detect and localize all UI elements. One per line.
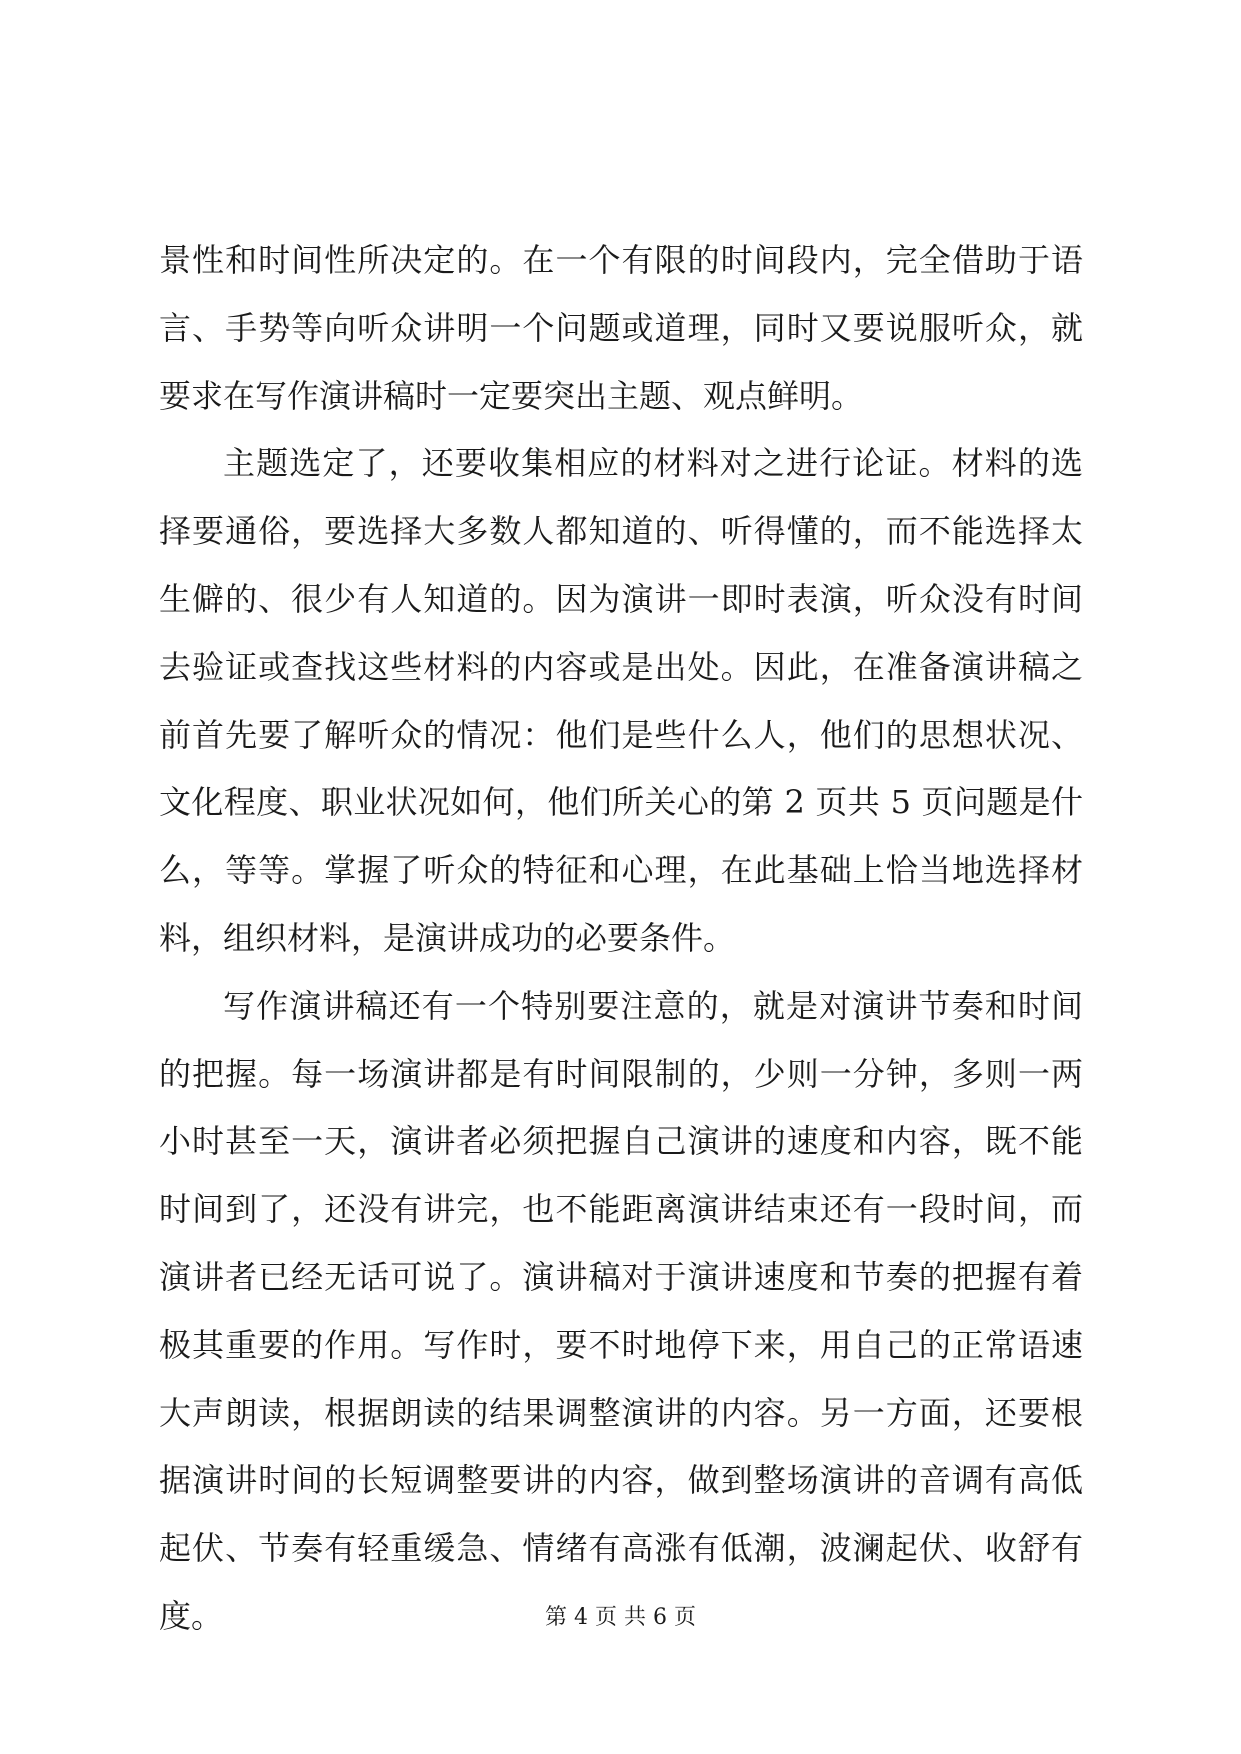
text-line: 么，等等。掌握了听众的特征和心理，在此基础上恰当地选择材 <box>159 851 1083 890</box>
text-line: 写作演讲稿还有一个特别要注意的，就是对演讲节奏和时间 <box>223 986 1083 1025</box>
text-line: 大声朗读，根据朗读的结果调整演讲的内容。另一方面，还要根 <box>159 1393 1083 1432</box>
text-line: 景性和时间性所决定的。在一个有限的时间段内，完全借助于语 <box>159 241 1083 279</box>
text-line: 小时甚至一天，演讲者必须把握自己演讲的速度和内容，既不能 <box>159 1122 1083 1161</box>
text-line: 时间到了，还没有讲完，也不能距离演讲结束还有一段时间，而 <box>159 1190 1083 1229</box>
text-line: 起伏、节奏有轻重缓急、情绪有高涨有低潮，波澜起伏、收舒有 <box>159 1529 1083 1568</box>
text-line: 言、手势等向听众讲明一个问题或道理，同时又要说服听众，就 <box>159 308 1083 347</box>
text-line: 料，组织材料，是演讲成功的必要条件。 <box>159 918 736 957</box>
text-line: 生僻的、很少有人知道的。因为演讲一即时表演，听众没有时间 <box>159 579 1083 618</box>
text-line: 择要通俗，要选择大多数人都知道的、听得懂的，而不能选择太 <box>159 512 1083 551</box>
text-line: 前首先要了解听众的情况：他们是些什么人，他们的思想状况、 <box>159 715 1083 754</box>
text-line: 演讲者已经无话可说了。演讲稿对于演讲速度和节奏的把握有着 <box>159 1257 1083 1296</box>
text-line: 文化程度、职业状况如何，他们所关心的第 2 页共 5 页问题是什 <box>159 783 1083 822</box>
text-line: 极其重要的作用。写作时，要不时地停下来，用自己的正常语速 <box>159 1325 1083 1364</box>
text-line: 主题选定了，还要收集相应的材料对之进行论证。材料的选 <box>223 444 1083 483</box>
text-line: 的把握。每一场演讲都是有时间限制的，少则一分钟，多则一两 <box>159 1054 1083 1093</box>
text-line: 要求在写作演讲稿时一定要突出主题、观点鲜明。 <box>159 376 864 415</box>
text-line: 据演讲时间的长短调整要讲的内容，做到整场演讲的音调有高低 <box>159 1461 1083 1500</box>
text-line: 去验证或查找这些材料的内容或是出处。因此，在准备演讲稿之 <box>159 647 1083 686</box>
document-body <box>159 227 1083 1651</box>
text-line: 度。 <box>159 1596 224 1635</box>
page-footer: 第 4 页 共 6 页 <box>545 1605 696 1630</box>
